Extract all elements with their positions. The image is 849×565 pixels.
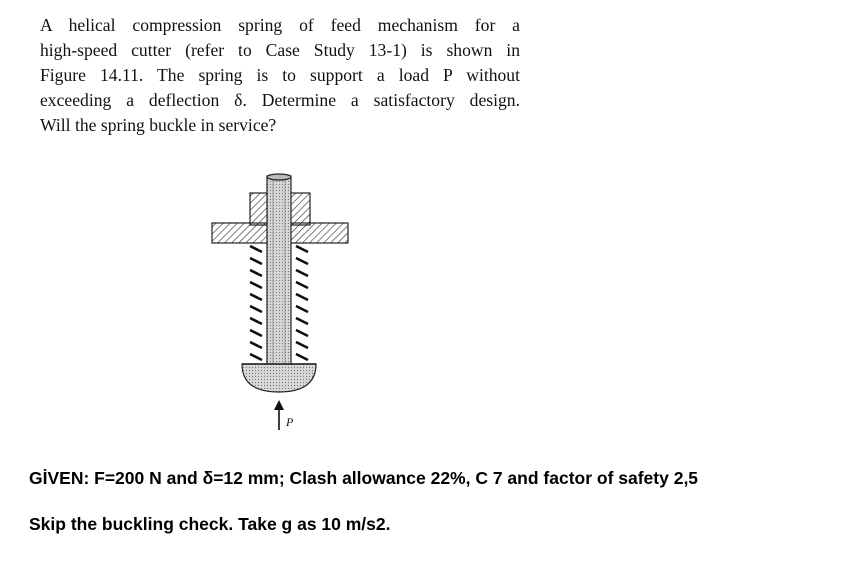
- problem-line-3: Figure 14.11. The spring is to support a load P without: [40, 65, 520, 85]
- problem-line-5: Will the spring buckle in service?: [40, 115, 277, 135]
- instruction-note: Skip the buckling check. Take g as 10 m/s2.: [29, 514, 391, 534]
- problem-line-2: high-speed cutter (refer to Case Study 13-1) is shown in: [40, 40, 520, 60]
- given-data: GİVEN: F=200 N and δ=12 mm; Clash allowance 22%, C 7 and factor of safety 2,5: [29, 468, 699, 488]
- bottom-head: [242, 364, 316, 392]
- spring-figure: [200, 168, 360, 438]
- rod-top: [267, 174, 291, 180]
- problem-line-1: A helical compression spring of feed mechanism for a: [40, 15, 520, 35]
- problem-statement: [40, 13, 540, 138]
- spring-diagram: [200, 168, 360, 438]
- rod: [267, 176, 291, 371]
- load-label: P: [286, 415, 294, 429]
- problem-line-4: exceeding a deflection δ. Determine a satisfactory design.: [40, 90, 520, 110]
